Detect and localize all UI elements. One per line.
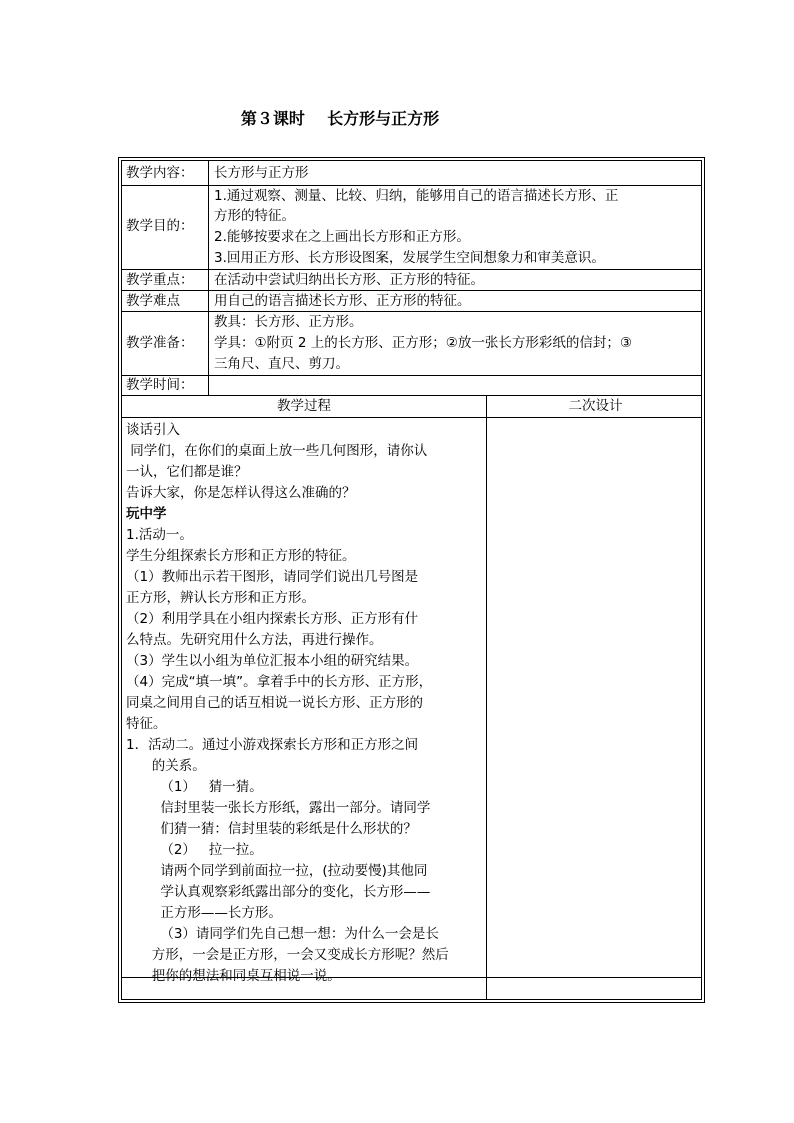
process-line: 方形，一会是正方形，一会又变成长方形呢？然后 [126, 947, 449, 963]
process-line: 正方形，辨认长方形和正方形。 [126, 590, 315, 606]
goals-line: 方形的特征。 [214, 208, 295, 224]
process-line: 告诉大家，你是怎样认得这么准确的？ [126, 485, 356, 501]
prep-line: 学具：①附页 2 上的长方形、正方形；②放一张长方形彩纸的信封；③ [214, 335, 632, 351]
process-line: 同学们，在你们的桌面上放一些几何图形，请你认 [126, 443, 428, 459]
process-line: 把你的想法和同桌互相说一说。 [126, 968, 341, 984]
label-preparation: 教学准备： [126, 335, 194, 351]
process-line: 1.活动一。 [126, 527, 193, 543]
process-line: 同桌之间用自己的话互相说一说长方形、正方形的 [126, 695, 423, 711]
process-line: 请两个同学到前面拉一拉，(拉动要慢)其他同 [126, 863, 428, 879]
value-key-point: 在活动中尝试归纳出长方形、正方形的特征。 [214, 272, 484, 288]
label-teaching-goals: 教学目的： [126, 218, 194, 234]
process-line: 学生分组探索长方形和正方形的特征。 [126, 548, 356, 564]
row-divider [122, 417, 701, 418]
process-line: 谈话引入 [126, 422, 180, 438]
page-title: 第３课时 长方形与正方形 [240, 109, 440, 128]
label-key-point: 教学重点： [126, 272, 194, 288]
teaching-process-content [126, 420, 484, 987]
process-line: 一认，它们都是谁？ [126, 464, 248, 480]
goals-line: 3.回用正方形、长方形设图案，发展学生空间想象力和审美意识。 [214, 250, 605, 266]
process-line: 1．活动二。通过小游戏探索长方形和正方形之间 [126, 737, 419, 753]
goals-line: 2.能够按要求在之上画出长方形和正方形。 [214, 229, 470, 245]
value-difficulty: 用自己的语言描述长方形、正方形的特征。 [214, 293, 471, 309]
process-line: 的关系。 [126, 758, 206, 774]
label-teaching-time: 教学时间： [126, 377, 194, 393]
process-line: 们猜一猜：信封里装的彩纸是什么形状的？ [126, 821, 417, 837]
process-line: （2）利用学具在小组内探索长方形、正方形有什 [126, 611, 419, 627]
process-line: 玩中学 [126, 506, 167, 522]
lesson-plan-table [118, 157, 705, 1003]
prep-line: 三角尺、直尺、剪刀。 [214, 356, 349, 372]
process-line: 信封里装一张长方形纸，露出一部分。请同学 [126, 800, 431, 816]
prep-line: 教具：长方形、正方形。 [214, 314, 363, 330]
goals-line: 1.通过观察、测量、比较、归纳，能够用自己的语言描述长方形、正 [214, 188, 619, 204]
process-line: （1） 猜一猜。 [126, 779, 263, 795]
value-teaching-content: 长方形与正方形 [214, 165, 309, 181]
process-line: 学认真观察彩纸露出部分的变化，长方形—— [126, 884, 431, 900]
label-column-divider [208, 161, 209, 395]
column-header-process: 教学过程 [277, 398, 331, 414]
process-line: （2） 拉一拉。 [126, 842, 263, 858]
label-difficulty: 教学难点 [126, 293, 180, 309]
process-column-divider [486, 395, 487, 999]
table-inner [121, 160, 702, 1000]
label-teaching-content: 教学内容： [126, 165, 194, 181]
process-line: （3）学生以小组为单位汇报本小组的研究结果。 [126, 653, 419, 669]
column-header-redesign: 二次设计 [568, 398, 623, 414]
process-line: （4）完成“填一填”。拿着手中的长方形、正方形， [126, 674, 433, 690]
process-line: （3）请同学们先自己想一想：为什么一会是长 [126, 926, 439, 942]
process-line: 正方形——长方形。 [126, 905, 282, 921]
process-line: 特征。 [126, 716, 167, 732]
process-line: 么特点。先研究用什么方法，再进行操作。 [126, 632, 383, 648]
process-line: （1）教师出示若干图形，请同学们说出几号图是 [126, 569, 419, 585]
